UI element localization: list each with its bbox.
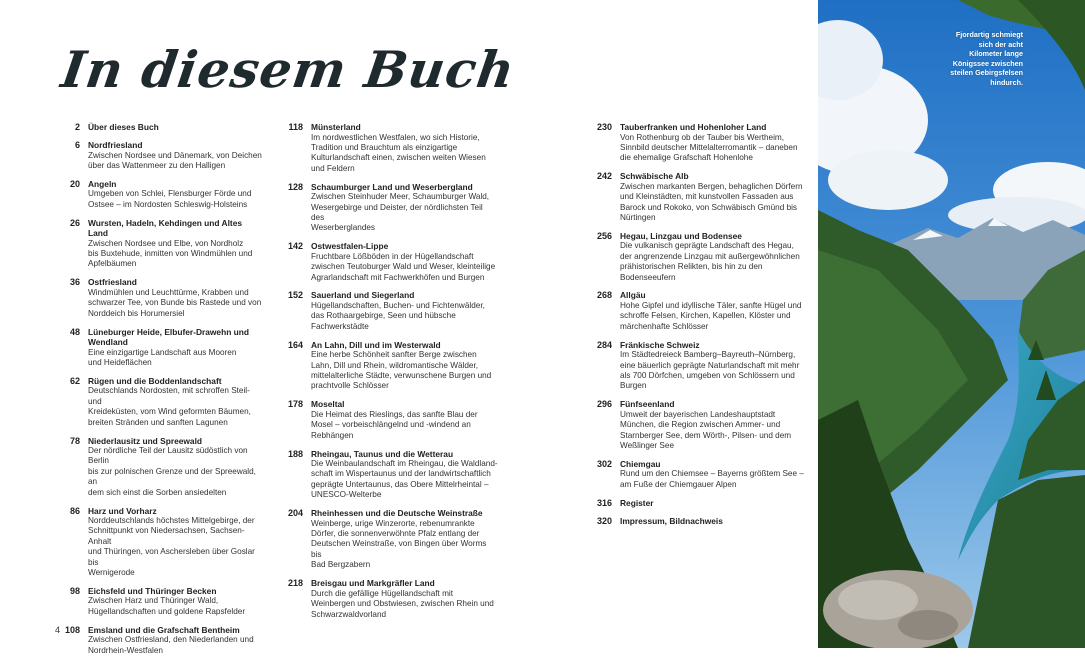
toc-entry: [592, 498, 807, 509]
toc-entry-text: [303, 449, 498, 501]
toc-page-number: 152: [287, 290, 303, 301]
koenigssee-landscape-image: [818, 0, 1085, 648]
toc-page-number: 284: [596, 339, 612, 350]
toc-entry-description: Die Heimat des Rieslings, das sanfte Blau der Mosel – vorbeischlängelnd und -windend an Rebhängen: [311, 409, 478, 440]
toc-entry-title: Fränkische Schweiz: [620, 339, 700, 350]
toc-entry-description: Zwischen Nordsee und Dänemark, von Deichen über das Wattenmeer zu den Halligen: [88, 150, 262, 170]
toc-entry-text: [80, 376, 264, 428]
toc-page-number: 118: [288, 122, 303, 132]
page-title: In diesem Buch: [57, 40, 519, 99]
toc-page-number: 268: [596, 290, 612, 301]
toc-entry: [592, 231, 807, 283]
toc-entry-title: Register: [620, 497, 654, 508]
toc-entry: [56, 625, 264, 656]
toc-entry-description: Von Rothenburg ob der Tauber bis Wertheim, Sinnbild deutscher Mittelalterromantik – daneben die ehemalige Grafschaft Hohenlohe: [620, 132, 798, 163]
toc-entry-text: [80, 122, 264, 133]
toc-entry-description: Fruchtbare Lößböden in der Hügellandschaft zwischen Teutoburger Wald und Weser, kleinteilige Agrarlandschaft mit Fachwerkhöfen und Burgen: [311, 251, 496, 282]
toc-page-number: 230: [596, 122, 612, 132]
toc-entry-title: Schaumburger Land und Weserbergland: [311, 181, 473, 192]
toc-column-3: [592, 122, 807, 534]
toc-entry: [283, 508, 498, 571]
toc-entry-title: Rheingau, Taunus und die Wetterau: [311, 448, 454, 459]
toc-entry: [56, 122, 264, 133]
toc-entry: [56, 277, 264, 319]
toc-entry-text: [612, 171, 807, 223]
toc-entry-text: [80, 140, 264, 171]
toc-entry: [56, 506, 264, 579]
toc-entry: [592, 122, 807, 164]
toc-entry-text: [80, 277, 264, 319]
toc-entry-title: Moseltal: [311, 399, 345, 410]
toc-entry: [56, 218, 264, 270]
toc-entry: [283, 241, 498, 283]
toc-page-number: 128: [287, 181, 303, 192]
toc-entry: [283, 182, 498, 234]
toc-entry-description: Umweit der bayerischen Landeshauptstadt München, die Region zwischen Ammer- und Starnberger See, dem Wörth-, Pilsen- und dem Weßlinger See: [620, 409, 792, 451]
toc-entry-text: [612, 340, 807, 392]
toc-column-1: [56, 122, 264, 664]
toc-entry-title: Eichsfeld und Thüringer Becken: [88, 585, 217, 596]
toc-page-number: 316: [596, 497, 612, 508]
toc-entry-description: Zwischen markanten Bergen, behaglichen Dörfern und Kleinstädten, mit kunstvollen Fassaden aus Barock und Rokoko, von Schwäbisch Gmünd bis Nürtingen: [620, 181, 803, 222]
toc-entry: [283, 578, 498, 620]
toc-entry-description: Der nördliche Teil der Lausitz südöstlich von Berlin bis zur polnischen Grenze und der Spreewald, an dem sich einst die Sorben ansiedelten: [88, 446, 256, 497]
toc-entry-title: Angeln: [88, 178, 117, 189]
toc-entry-text: [612, 498, 807, 509]
toc-entry-text: [80, 586, 264, 617]
toc-entry: [592, 516, 807, 527]
toc-entry-title: Rheinhessen und die Deutsche Weinstraße: [311, 508, 483, 519]
toc-entry-text: [303, 399, 498, 441]
toc-entry-description: Hohe Gipfel und idyllische Täler, sanfte Hügel und schroffe Felsen, Kirchen, Kapellen, Klöster und märchenhafte Schlösser: [620, 300, 802, 331]
toc-entry-title: Fünfseenland: [620, 399, 675, 410]
toc-entry-text: [612, 516, 807, 527]
toc-page-number: 164: [287, 339, 303, 350]
toc-entry-title: Über dieses Buch: [88, 122, 159, 132]
toc-entry: [592, 171, 807, 223]
toc-entry-text: [612, 399, 807, 451]
toc-entry: [283, 290, 498, 332]
toc-entry-description: Norddeutschlands höchstes Mittelgebirge, der Schnittpunkt von Niedersachsen, Sachsen-Anhalt und Thüringen, von Aschersleben über Goslar bis Wernigerode: [88, 516, 255, 578]
toc-entry-description: Rund um den Chiemsee – Bayerns größtem See – am Fuße der Chiemgauer Alpen: [620, 469, 804, 489]
toc-entry-description: Eine herbe Schönheit sanfter Berge zwischen Lahn, Dill und Rhein, wildromantische Wälder, mittelalterliche Städte, verwunschene Burgen und prachtvolle Schlösser: [311, 350, 492, 391]
toc-entry-title: Rügen und die Boddenlandschaft: [88, 375, 222, 386]
toc-entry: [592, 290, 807, 332]
toc-entry-title: Chiemgau: [620, 458, 661, 469]
toc-entry-text: [303, 122, 498, 174]
toc-entry-text: [303, 578, 498, 620]
toc-entry-text: [612, 122, 807, 164]
toc-entry-title: Sauerland und Siegerland: [311, 290, 415, 301]
toc-entry: [283, 399, 498, 441]
toc-page-number: 98: [69, 585, 80, 596]
toc-entry: [56, 179, 264, 210]
lake-photo: [818, 0, 1085, 648]
toc-page-number: 178: [287, 399, 303, 410]
toc-entry-text: [303, 508, 498, 571]
toc-entry-description: Durch die gefällige Hügellandschaft mit Weinbergen und Obstwiesen, zwischen Rhein und Schwarzwaldvorland: [311, 588, 494, 619]
toc-entry-title: Lüneburger Heide, Elbufer-Drawehn und Wendland: [88, 326, 249, 348]
toc-entry-description: Zwischen Nordsee und Elbe, von Nordholz bis Buxtehude, inmitten von Windmühlen und Apfelbäumen: [88, 238, 253, 269]
toc-entry: [56, 376, 264, 428]
toc-page-number: 6: [74, 140, 80, 150]
toc-entry-text: [303, 340, 498, 392]
toc-entry: [283, 122, 498, 174]
toc-page-number: 2: [74, 122, 80, 132]
toc-entry-description: Windmühlen und Leuchttürme, Krabben und schwarzer Tee, von Bunde bis Rastede und von Norddeich bis Horumersiel: [88, 287, 262, 318]
toc-page-number: 36: [69, 277, 80, 288]
toc-entry-description: Eine einzigartige Landschaft aus Mooren und Heideflächen: [88, 347, 237, 367]
toc-entry-text: [303, 290, 498, 332]
toc-entry: [283, 449, 498, 501]
toc-page-number: 296: [596, 399, 612, 410]
toc-entry-description: Weinberge, urige Winzerorte, rebenumrankte Dörfer, die sonnenverwöhnte Pfalz entlang der Deutschen Weinstraße, von Bingen über Worms bis Bad Bergzabern: [311, 518, 487, 570]
toc-entry: [56, 436, 264, 499]
toc-entry-description: Im nordwestlichen Westfalen, wo sich Historie, Tradition und Brauchtum als einzigartige Kulturlandschaft einen, zwischen weiten Wiesen und Feldern: [311, 132, 486, 173]
toc-entry-title: Ostfriesland: [88, 277, 137, 288]
toc-entry-title: Impressum, Bildnachweis: [620, 515, 723, 526]
toc-entry-description: Im Städtedreieck Bamberg–Bayreuth–Nürnberg, eine bäuerlich geprägte Naturlandschaft mit mehr als 700 Dörfchen, umgeben von Schlössern und Burgen: [620, 350, 800, 391]
toc-page-number: 320: [596, 515, 612, 526]
toc-entry: [592, 399, 807, 451]
toc-page-number: 78: [69, 435, 80, 446]
toc-entry-title: Nordfriesland: [88, 140, 143, 150]
toc-entry-description: Zwischen Ostfriesland, den Niederlanden und Nordrhein-Westfalen: [88, 635, 254, 655]
toc-entry-title: Harz und Vorharz: [88, 505, 157, 516]
toc-page-number: 86: [69, 505, 80, 516]
toc-entry-title: Ostwestfalen-Lippe: [311, 241, 389, 252]
toc-entry-description: Zwischen Steinhuder Meer, Schaumburger Wald, Wesergebirge und Deister, der nördlichsten Teil des Weserberglandes: [311, 192, 490, 233]
toc-page-number: 218: [287, 578, 303, 589]
toc-entry-text: [303, 241, 498, 283]
toc-page-number: 26: [69, 217, 80, 228]
toc-entry-title: Allgäu: [620, 290, 646, 301]
toc-entry-title: Tauberfranken und Hohenloher Land: [620, 122, 767, 132]
toc-page-number: 256: [596, 230, 612, 241]
toc-page-number: 20: [69, 178, 80, 189]
toc-entry-text: [612, 290, 807, 332]
toc-page-number: 188: [287, 448, 303, 459]
toc-entry-title: Schwäbische Alb: [620, 171, 689, 182]
toc-entry-title: Niederlausitz und Spreewald: [88, 435, 203, 446]
toc-page-number: 204: [287, 508, 303, 519]
toc-page-number: 142: [287, 241, 303, 252]
toc-entry-description: Hügellandschaften, Buchen- und Fichtenwälder, das Rothaargebirge, Seen und hübsche Fachwerkstädte: [311, 300, 485, 331]
toc-entry-description: Die vulkanisch geprägte Landschaft des Hegau, der angrenzende Linzgau mit außergewöhnlichen prähistorischen Relikten, bis hin zu den Bodenseeufern: [620, 241, 800, 282]
toc-entry-text: [303, 182, 498, 234]
toc-entry-title: Breisgau und Markgräfler Land: [311, 578, 435, 589]
toc-entry-text: [80, 436, 264, 499]
toc-entry-title: Hegau, Linzgau und Bodensee: [620, 230, 742, 241]
toc-page-number: 48: [69, 326, 80, 337]
toc-entry-text: [80, 625, 264, 656]
toc-entry-description: Umgeben von Schlei, Flensburger Förde und Ostsee – im Nordosten Schleswig-Holsteins: [88, 189, 252, 209]
toc-entry: [592, 459, 807, 490]
toc-entry-text: [80, 179, 264, 210]
toc-entry-text: [80, 327, 264, 369]
toc-page-number: 62: [69, 375, 80, 386]
toc-column-2: [283, 122, 498, 627]
toc-entry: [56, 586, 264, 617]
toc-entry-description: Deutschlands Nordosten, mit schroffen Steil- und Kreideküsten, vom Wind geformten Bäumen, breiten Stränden und sanften Lagunen: [88, 386, 251, 427]
toc-entry-text: [80, 218, 264, 270]
toc-entry-title: Wursten, Hadeln, Kehdingen und Altes Land: [88, 217, 243, 239]
toc-entry-description: Die Weinbaulandschaft im Rheingau, die Waldland- schaft im Wispertaunus und der landwirtschaftlich geprägte Untertaunus, das Obere Mittelrheintal – UNESCO-Welterbe: [311, 459, 498, 500]
page-number: 4: [55, 625, 61, 635]
toc-entry: [592, 340, 807, 392]
toc-entry-description: Zwischen Harz und Thüringer Wald, Hügellandschaften und goldene Rapsfelder: [88, 596, 246, 616]
toc-entry-title: Münsterland: [311, 122, 361, 132]
toc-entry: [56, 327, 264, 369]
toc-entry-title: Emsland und die Grafschaft Bentheim: [88, 624, 240, 635]
photo-caption: Fjordartig schmiegt sich der acht Kilometer lange Königssee zwischen steilen Gebirgsfelsen hindurch.: [950, 30, 1023, 87]
toc-entry-text: [612, 231, 807, 283]
toc-entry-text: [612, 459, 807, 490]
toc-entry: [56, 140, 264, 171]
toc-page-number: 302: [596, 458, 612, 469]
toc-entry-text: [80, 506, 264, 579]
toc-page-number: 108: [64, 624, 80, 635]
toc-entry: [283, 340, 498, 392]
toc-page-number: 242: [596, 171, 612, 182]
toc-entry-title: An Lahn, Dill und im Westerwald: [311, 339, 441, 350]
